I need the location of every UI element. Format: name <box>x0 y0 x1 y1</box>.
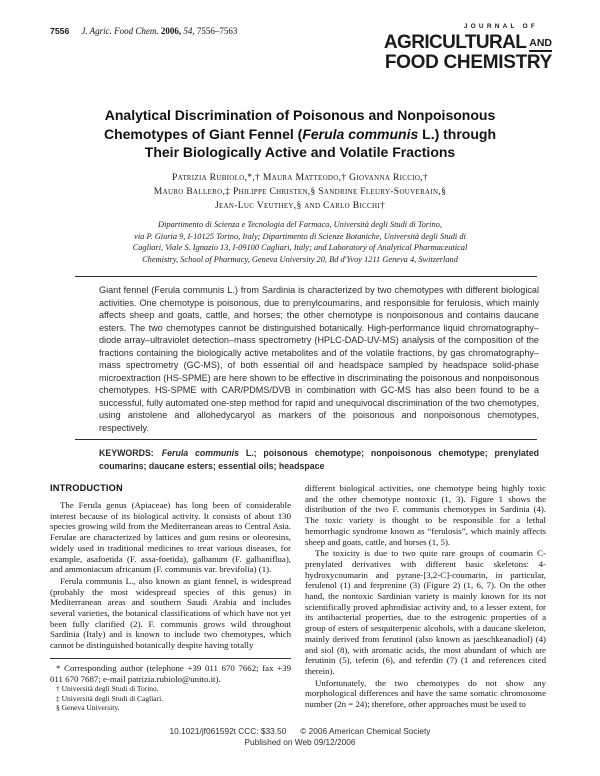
logo-agricultural: AGRICULTURAL AND <box>383 31 552 53</box>
authors-line-2: Mauro Ballero,‡ Philippe Christen,§ Sandrine Fleury-Souverain,§ <box>153 186 447 197</box>
page-header <box>50 23 552 73</box>
footnote-cagliari: ‡ Università degli Studi di Cagliari. <box>56 693 164 703</box>
affiliation-line: Cagliari, Viale S. Ignazio 13, I-09100 Cagliari, Italy; and Laboratory of Analytical Pharmaceutical <box>132 243 468 253</box>
right-column <box>305 483 546 712</box>
footer-doi-copyright <box>0 726 600 737</box>
body-paragraph-toxicity: The toxicity is due to two quite rare groups of coumarin C-prenylated derivatives with different basic skeletons: 4-hydroxycoumarin and pyrane-[3,2-C]-coumarin, in particular, ferulenol (1) and ferprenine (3) (Figure 2) (1, 6, 7). On the other hand, the nontoxic Sardinian variety is mainly known for its not scientifically proved aphrodisiac activity and, to a lesser extent, for its antibacterial properties, due to the estrogenic properties of a group of esters of sesquiterpenic alcohols, with a daucane skeleton, mainly derived from ferutinol (also known as jaeschkeanadiol) (4) and siol (8), with aromatic acids, the most abundant of which are ferutinin (5), teferin (6), and teferdin (7) (1 and references cited therein). <box>305 548 546 676</box>
abstract-bottom-rule <box>75 439 537 440</box>
keywords-text: L.; poisonous chemotype; nonpoisonous chemotype; prenylated coumarins; daucane esters; essential oils; headspace <box>99 448 540 471</box>
title-line-2: Chemotypes of Giant Fennel (Ferula communis L.) through <box>103 125 497 142</box>
body-paragraph-morphology: Unfortunately, the two chemotypes do not show any morphological differences and have the same somatic chromosome number (2n = 24); therefore, other approaches must be used to <box>305 677 546 710</box>
intro-paragraph-2: Ferula communis L., also known as giant fennel, is widespread (probably the most widespread species of this genus) in Mediterranean areas and southern Saudi Arabia and includes several varieties, the botanical classifications of which have not yet been fully clarified (2). F. communis grows wild throughout Sardinia (Italy) and is known to include two chemotypes, which cannot be distinguished botanically despite having totally <box>50 575 291 651</box>
footnote-torino: † Università degli Studi di Torino. <box>56 684 159 694</box>
keywords-block <box>99 447 539 472</box>
title-line-1: Analytical Discrimination of Poisonous and Nonpoisonous <box>104 107 496 123</box>
page-number: 7556 <box>50 26 70 36</box>
body-paragraph-continuation: different biological activities, one chemotype being highly toxic and the other chemotype nontoxic (1, 3). Figure 1 shows the distribution of the two F. communis chemotypes in Sardinia (4). The toxic variety is thought to be responsible for a lethal hemorrhagic syndrome known as “ferulosis”, which mainly affects sheep and goats, cattle, and horses (1, 5). <box>305 483 546 547</box>
journal-logo <box>384 24 552 72</box>
footnote-block <box>50 658 291 713</box>
footnote-rule <box>50 658 291 659</box>
affiliation-line: via P. Giuria 9, I-10125 Torino, Italy; Dipartimento di Scienze Botaniche, Università degli Studi di <box>134 231 466 241</box>
affiliation-footnotes <box>50 684 291 712</box>
article-body <box>50 483 547 712</box>
affiliation-line: Dipartimento di Scienza e Tecnologia del Farmaco, Università degli Studi di Torino, <box>158 220 442 229</box>
authors-line-1: Patrizia Rubiolo,*,† Maura Matteodo,† Giovanna Riccio,† <box>172 172 428 183</box>
footnote-geneva: § Geneva University. <box>56 703 120 713</box>
running-citation <box>50 26 237 37</box>
article-title <box>40 106 560 162</box>
logo-journal-of: JOURNAL OF <box>463 23 538 30</box>
affiliations <box>55 219 545 265</box>
doi-ccc: 10.1021/jf061592t CCC: $33.50 <box>169 726 287 736</box>
affiliation-line: Chemistry, School of Pharmacy, Geneva University 20, Bd d'Yvoy 1211 Geneva 4, Switzerland <box>142 254 458 264</box>
logo-and: AND <box>529 37 552 52</box>
left-column <box>50 483 291 712</box>
introduction-heading: INTRODUCTION <box>50 483 123 493</box>
abstract-top-rule <box>75 276 537 277</box>
copyright-notice: © 2006 American Chemical Society <box>300 726 431 736</box>
citation-volume: 54, <box>183 26 195 36</box>
title-species-italic: Ferula communis <box>302 125 419 142</box>
authors-line-3: Jean-Luc Veuthey,§ and Carlo Bicchi† <box>214 200 386 211</box>
title-line-3: Their Biologically Active and Volatile Fractions <box>144 144 456 160</box>
author-list <box>30 171 570 213</box>
corresponding-author-footnote: * Corresponding author (telephone +39 011 670 7662; fax +39 011 670 7687; e-mail patrizia.rubiolo@unito.it). <box>50 662 291 684</box>
journal-abbrev: J. Agric. Food Chem. <box>81 26 159 36</box>
page-footer <box>0 726 600 747</box>
keywords-species-italic: Ferula communis <box>161 448 239 458</box>
logo-food-chemistry: FOOD CHEMISTRY <box>384 51 552 73</box>
abstract-text: Giant fennel (Ferula communis L.) from Sardinia is characterized by two chemotypes with different biological activities. One chemotype is poisonous, due to prenylcoumarins, and responsible for ferulosis, which mainly affects sheep and goats, cattle, and horses; the other chemotype is nonpoisonous and contains daucane esters. The two chemotypes cannot be distinguished botanically. High-performance liquid chromatography–diode array–ultraviolet detection–mass spectrometry (HPLC-DAD-UV-MS) analysis of the composition of the fractions containing the biologically active metabolites and of the volatile fractions, by gas chromatography–mass spectrometry (GC-MS), of both essential oil and headspace sampled by headspace solid-phase microextraction (HS-SPME) are here shown to be effective in discriminating the poisonous and nonpoisonous chemotypes. HS-SPME with CAR/PDMS/DVB in combination with GC-MS has also been found to be a successful, fully automated one-step method for rapid and unequivocal discrimination of the two chemotypes, using aristolene and allohedycaryol as markers of the poisonous and nonpoisonous chemotypes, respectively. <box>99 285 539 434</box>
citation-year: 2006, <box>160 26 182 36</box>
citation-pages: 7556–7563 <box>196 26 238 36</box>
intro-paragraph-1: The Ferula genus (Apiaceae) has long been of considerable interest because of its biological activity. It consists of about 130 species growing wild from the Mediterranean areas to Central Asia. Ferulae are characterized by lattices and gum resins or oleoresins, widely used in traditional medicines to treat various diseases, for example, asafoetida (F. assa-foetida), galbanum (F. galbaniflua), and ammoniacum africanum (F. communis var. brevifolia) (1). <box>50 500 291 575</box>
published-on-web: Published on Web 09/12/2006 <box>244 736 356 747</box>
keywords-label: KEYWORDS: <box>99 448 154 458</box>
